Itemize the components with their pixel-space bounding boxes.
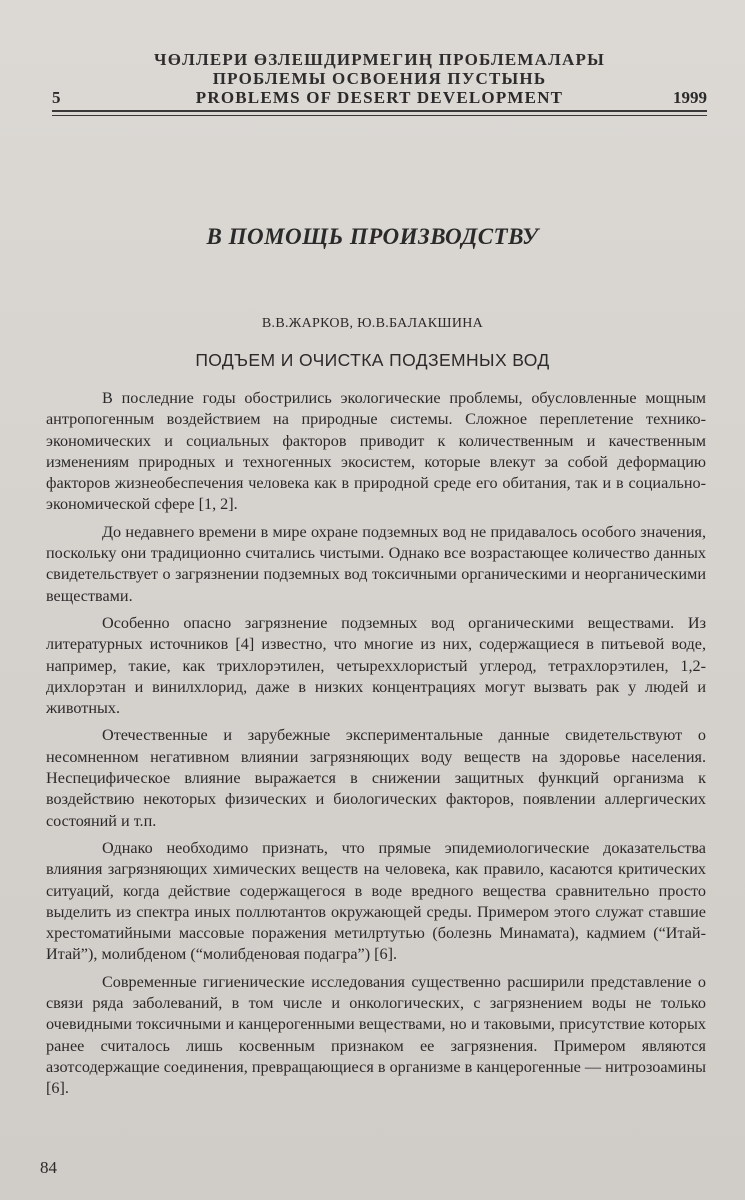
journal-year: 1999 bbox=[673, 88, 707, 107]
journal-title-ru: ПРОБЛЕМЫ ОСВОЕНИЯ ПУСТЫНЬ bbox=[212, 69, 547, 88]
paragraph-5: Однако необходимо признать, что прямые эпидемиологические доказательства влияния загрязняющих химических веществ на человека, как правило, касаются критических ситуаций, когда действие содержащегося в воде вредного вещества сравнительно просто выделить из спектра иных поллютантов окружающей среды. Примером этого служат ставшие хрестоматийными массовые поражения метилртутью (болезнь Минамата), кадмием (“Итай-Итай”), молибденом (“молибденовая подагра”) [6]. bbox=[46, 838, 706, 964]
paragraph-3: Особенно опасно загрязнение подземных вод органическими веществами. Из литературных источников [4] известно, что многие из них, содержащиеся в питьевой воде, например, такие, как трихлорэтилен, четыреххлористый углерод, тетрахлорэтилен, 1,2-дихлорэтан и винилхлорид, даже в низких концентрациях могут вызвать рак у людей и животных. bbox=[46, 613, 706, 718]
issue-number: 5 bbox=[52, 88, 61, 107]
article-title: ПОДЪЕМ И ОЧИСТКА ПОДЗЕМНЫХ ВОД bbox=[195, 350, 550, 370]
page-number: 84 bbox=[40, 1158, 57, 1177]
section-heading: В ПОМОЩЬ ПРОИЗВОДСТВУ bbox=[206, 224, 539, 249]
header-rule-thin bbox=[52, 115, 707, 116]
paragraph-2: До недавнего времени в мире охране подземных вод не придавалось особого значения, поскольку они традиционно считались чистыми. Однако все возрастающее количество данных свидетельствует о загрязнении подземных вод токсичными органическими и неорганическими веществами. bbox=[46, 522, 706, 605]
paragraph-1: В последние годы обострились экологические проблемы, обусловленные мощным антропогенным воздействием на природные системы. Сложное переплетение технико-экономических и социальных факторов приводит к количественным и качественным изменениям природных и техногенных экосистем, которые влекут за собой деформацию факторов жизнеобеспечения человека как в природной среде его обитания, так и в социально-экономической сфере [1, 2]. bbox=[46, 389, 706, 514]
journal-header bbox=[52, 50, 707, 108]
journal-title-en: PROBLEMS OF DESERT DEVELOPMENT bbox=[195, 88, 564, 107]
article-authors: В.В.ЖАРКОВ, Ю.В.БАЛАКШИНА bbox=[261, 316, 484, 331]
journal-title-uz: ЧӨЛЛЕРИ ӨЗЛЕШДИРМЕГИҢ ПРОБЛЕМАЛАРЫ bbox=[154, 50, 605, 69]
header-rule-thick bbox=[52, 110, 707, 112]
article-body bbox=[46, 388, 706, 1106]
paragraph-6: Современные гигиенические исследования существенно расширили представление о связи ряда заболеваний, в том числе и онкологических, с загрязнением воды не только очевидными токсичными и канцерогенными веществами, но и таковыми, присутствие которых ранее считалось лишь косвенным признаком ее загрязнения. Примером являются азотсодержащие соединения, превращающиеся в организме в канцерогенные — нитрозоамины [6]. bbox=[46, 972, 706, 1098]
paragraph-4: Отечественные и зарубежные экспериментальные данные свидетельствуют о несомненном негативном влиянии загрязняющих воду веществ на здоровье населения. Неспецифическое влияние выражается в снижении защитных функций организма к воздействию некоторых физических и биологических факторов, появлении аллергических состояний и т.п. bbox=[46, 726, 706, 830]
